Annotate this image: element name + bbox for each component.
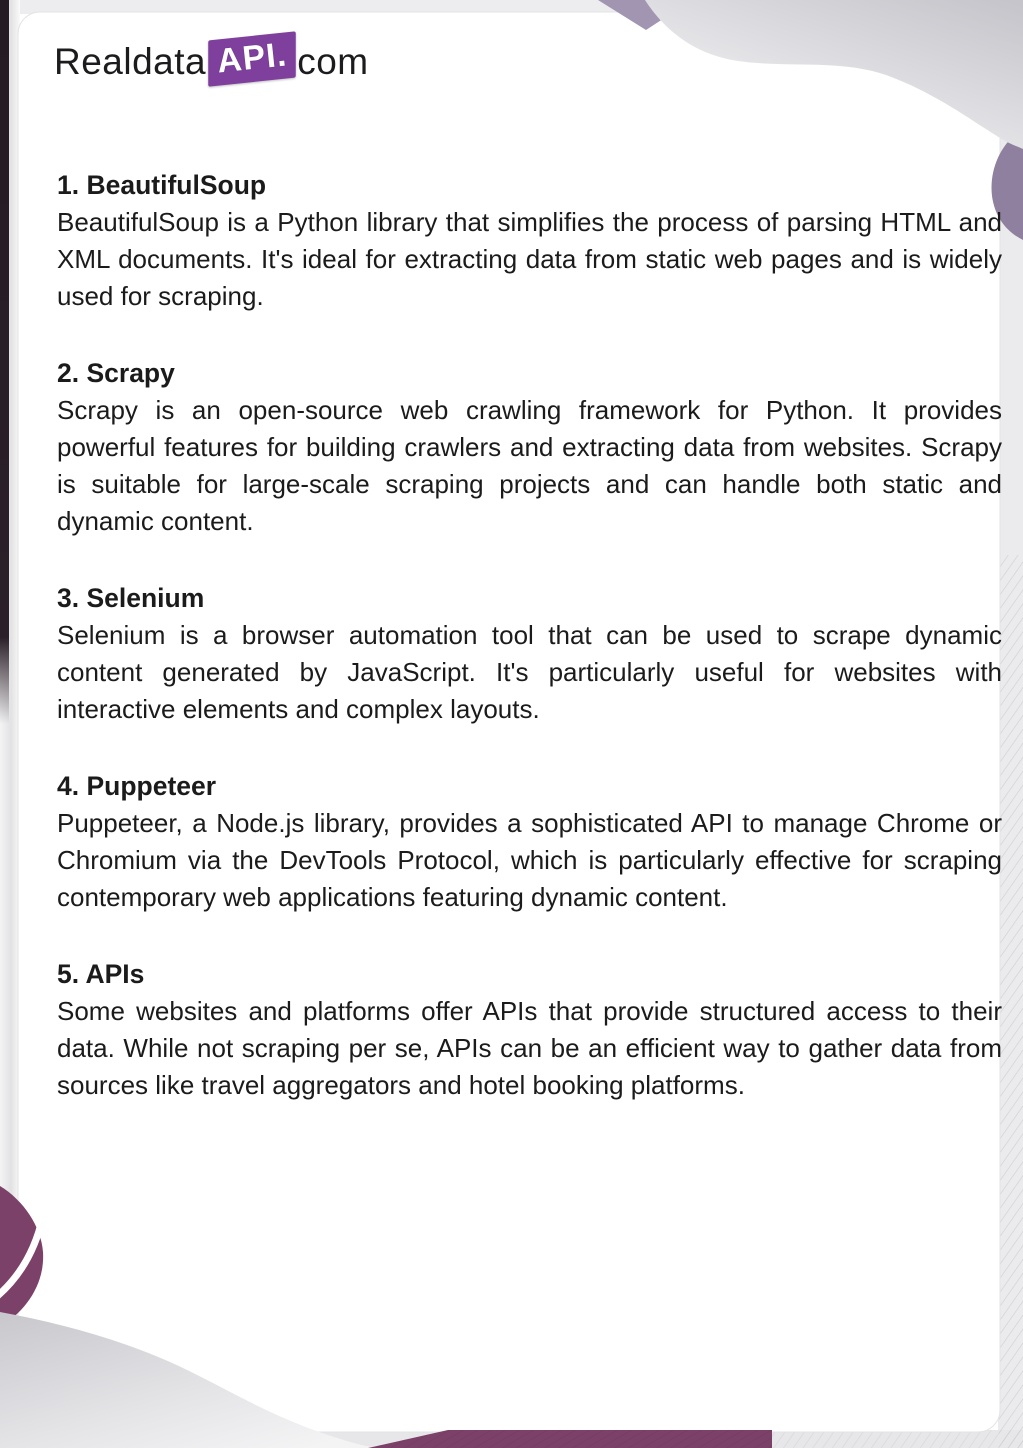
realdata-api-logo <box>54 36 369 88</box>
section-body: Puppeteer, a Node.js library, provides a sophisticated API to manage Chrome or Chromium via the DevTools Protocol, which is particularly effective for scraping contemporary web applications featuring dynamic content. <box>57 808 1002 912</box>
section-heading: 5. APIs <box>57 959 145 989</box>
section-puppeteer <box>57 768 1002 916</box>
section-heading: 1. BeautifulSoup <box>57 170 267 200</box>
section-apis <box>57 956 1002 1104</box>
section-heading: 2. Scrapy <box>57 358 175 388</box>
logo-badge-text: API. <box>215 35 289 81</box>
article-body <box>57 167 1002 1144</box>
logo-api-badge <box>208 31 296 86</box>
section-beautifulsoup <box>57 167 1002 315</box>
section-heading: 4. Puppeteer <box>57 771 217 801</box>
section-body: Selenium is a browser automation tool that can be used to scrape dynamic content generated by JavaScript. It's particularly useful for websites with interactive elements and complex layouts. <box>57 620 1002 724</box>
section-scrapy <box>57 355 1002 540</box>
section-heading: 3. Selenium <box>57 583 205 613</box>
logo-text-com: com <box>297 41 369 82</box>
section-body: BeautifulSoup is a Python library that simplifies the process of parsing HTML and XML documents. It's ideal for extracting data from static web pages and is widely used for scraping. <box>57 207 1002 311</box>
section-body: Some websites and platforms offer APIs that provide structured access to their data. While not scraping per se, APIs can be an efficient way to gather data from sources like travel aggregators and hotel booking platforms. <box>57 996 1002 1100</box>
logo-text-realdata: Realdata <box>54 41 207 82</box>
section-body: Scrapy is an open-source web crawling framework for Python. It provides powerful features for building crawlers and extracting data from websites. Scrapy is suitable for large-scale scraping projects and can handle both static and dynamic content. <box>57 395 1002 536</box>
section-selenium <box>57 580 1002 728</box>
